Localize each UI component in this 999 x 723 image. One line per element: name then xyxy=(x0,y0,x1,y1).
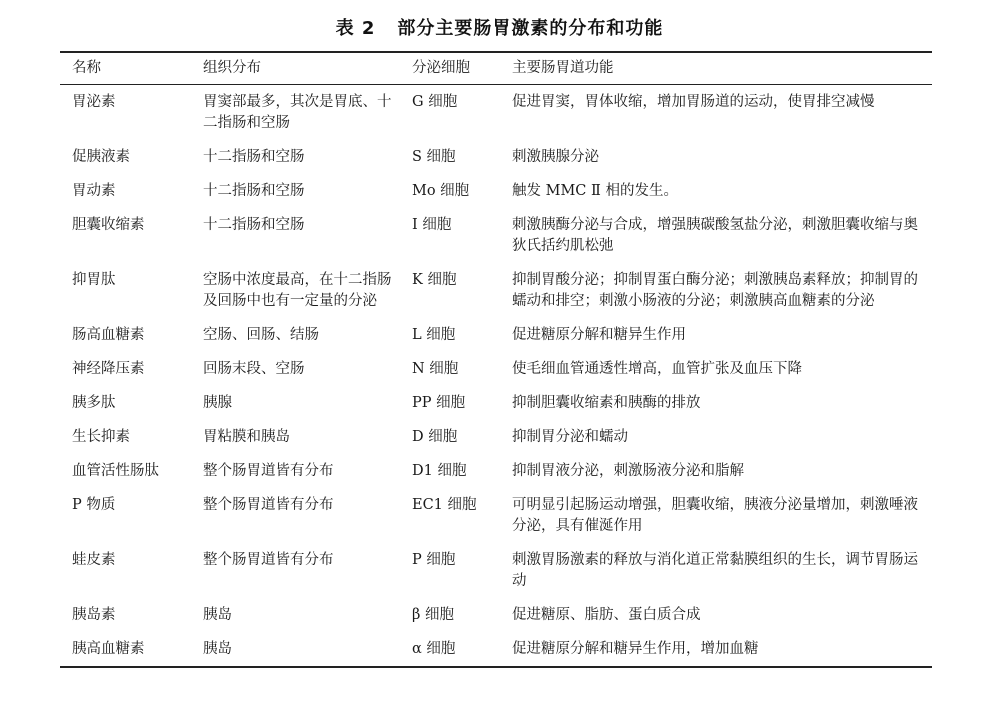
table-row xyxy=(60,85,932,141)
cell-secreting-cell: I 细胞 xyxy=(412,217,452,233)
table-row xyxy=(60,598,932,632)
cell-secreting-cell: β 细胞 xyxy=(412,607,454,623)
table-row xyxy=(60,263,932,318)
table-row xyxy=(60,632,932,667)
cell-function: 抑制胃酸分泌；抑制胃蛋白酶分泌；刺激胰岛素释放；抑制胃的蠕动和排空；刺激小肠液的分泌；刺激胰高血糖素的分泌 xyxy=(512,272,918,309)
cell-function: 促进糖原分解和糖异生作用 xyxy=(512,327,686,343)
table-row xyxy=(60,386,932,420)
cell-function: 刺激胰酶分泌与合成，增强胰碳酸氢盐分泌，刺激胆囊收缩与奥狄氏括约肌松弛 xyxy=(512,217,918,254)
header-row xyxy=(60,52,932,85)
table-row xyxy=(60,488,932,543)
header-distribution: 组织分布 xyxy=(203,60,261,76)
table-row xyxy=(60,420,932,454)
table-row xyxy=(60,543,932,598)
table-body xyxy=(60,85,932,668)
cell-function: 促进胃窦，胃体收缩，增加胃肠道的运动，使胃排空减慢 xyxy=(512,94,875,110)
cell-distribution: 胰岛 xyxy=(203,641,232,657)
cell-name: 胆囊收缩素 xyxy=(72,217,145,233)
cell-function: 促进糖原分解和糖异生作用，增加血糖 xyxy=(512,641,759,657)
cell-name: 促胰液素 xyxy=(72,149,130,165)
hormone-table xyxy=(60,51,932,668)
cell-distribution: 胃粘膜和胰岛 xyxy=(203,429,290,445)
table-row xyxy=(60,140,932,174)
table-number: 表 2 xyxy=(335,18,376,39)
table-title: 部分主要肠胃激素的分布和功能 xyxy=(397,18,664,39)
cell-function: 可明显引起肠运动增强，胆囊收缩，胰液分泌量增加，刺激唾液分泌，具有催涎作用 xyxy=(512,497,918,534)
cell-secreting-cell: α 细胞 xyxy=(412,641,456,657)
cell-distribution: 十二指肠和空肠 xyxy=(203,183,305,199)
cell-secreting-cell: Mo 细胞 xyxy=(412,183,470,199)
cell-function: 刺激胃肠激素的释放与消化道正常黏膜组织的生长，调节胃肠运动 xyxy=(512,552,918,589)
cell-secreting-cell: D1 细胞 xyxy=(412,463,467,479)
cell-name: P 物质 xyxy=(72,497,116,513)
cell-name: 肠高血糖素 xyxy=(72,327,145,343)
cell-name: 胰高血糖素 xyxy=(72,641,145,657)
table-row xyxy=(60,174,932,208)
table-row xyxy=(60,208,932,263)
cell-function: 促进糖原、脂肪、蛋白质合成 xyxy=(512,607,701,623)
cell-secreting-cell: PP 细胞 xyxy=(412,395,466,411)
cell-name: 血管活性肠肽 xyxy=(72,463,159,479)
table-row xyxy=(60,352,932,386)
header-name: 名称 xyxy=(72,60,101,76)
cell-secreting-cell: P 细胞 xyxy=(412,552,456,568)
cell-secreting-cell: S 细胞 xyxy=(412,149,456,165)
table-row xyxy=(60,454,932,488)
cell-function: 抑制胃液分泌，刺激肠液分泌和脂解 xyxy=(512,463,744,479)
cell-distribution: 回肠末段、空肠 xyxy=(203,361,305,377)
cell-secreting-cell: G 细胞 xyxy=(412,94,458,110)
cell-function: 使毛细血管通透性增高，血管扩张及血压下降 xyxy=(512,361,802,377)
cell-name: 胃动素 xyxy=(72,183,116,199)
cell-name: 胃泌素 xyxy=(72,94,116,110)
cell-secreting-cell: D 细胞 xyxy=(412,429,458,445)
cell-secreting-cell: N 细胞 xyxy=(412,361,459,377)
cell-distribution: 胰岛 xyxy=(203,607,232,623)
cell-name: 蛙皮素 xyxy=(72,552,116,568)
cell-distribution: 胰腺 xyxy=(203,395,232,411)
cell-distribution: 整个肠胃道皆有分布 xyxy=(203,463,334,479)
cell-name: 抑胃肽 xyxy=(72,272,116,288)
cell-distribution: 十二指肠和空肠 xyxy=(203,217,305,233)
cell-name: 胰多肽 xyxy=(72,395,116,411)
cell-distribution: 空肠中浓度最高，在十二指肠及回肠中也有一定量的分泌 xyxy=(203,272,392,309)
cell-secreting-cell: K 细胞 xyxy=(412,272,457,288)
cell-secreting-cell: EC1 细胞 xyxy=(412,497,477,513)
cell-distribution: 胃窦部最多，其次是胃底、十二指肠和空肠 xyxy=(203,94,392,131)
table-row xyxy=(60,318,932,352)
cell-distribution: 整个肠胃道皆有分布 xyxy=(203,497,334,513)
header-secreting-cell: 分泌细胞 xyxy=(412,60,470,76)
cell-distribution: 空肠、回肠、结肠 xyxy=(203,327,319,343)
cell-function: 触发 MMC Ⅱ 相的发生。 xyxy=(512,183,678,199)
cell-function: 刺激胰腺分泌 xyxy=(512,149,599,165)
cell-distribution: 十二指肠和空肠 xyxy=(203,149,305,165)
table-caption xyxy=(0,14,999,40)
cell-function: 抑制胆囊收缩素和胰酶的排放 xyxy=(512,395,701,411)
header-function: 主要肠胃道功能 xyxy=(512,60,614,76)
cell-name: 生长抑素 xyxy=(72,429,130,445)
cell-name: 神经降压素 xyxy=(72,361,145,377)
cell-distribution: 整个肠胃道皆有分布 xyxy=(203,552,334,568)
cell-secreting-cell: L 细胞 xyxy=(412,327,456,343)
cell-function: 抑制胃分泌和蠕动 xyxy=(512,429,628,445)
cell-name: 胰岛素 xyxy=(72,607,116,623)
